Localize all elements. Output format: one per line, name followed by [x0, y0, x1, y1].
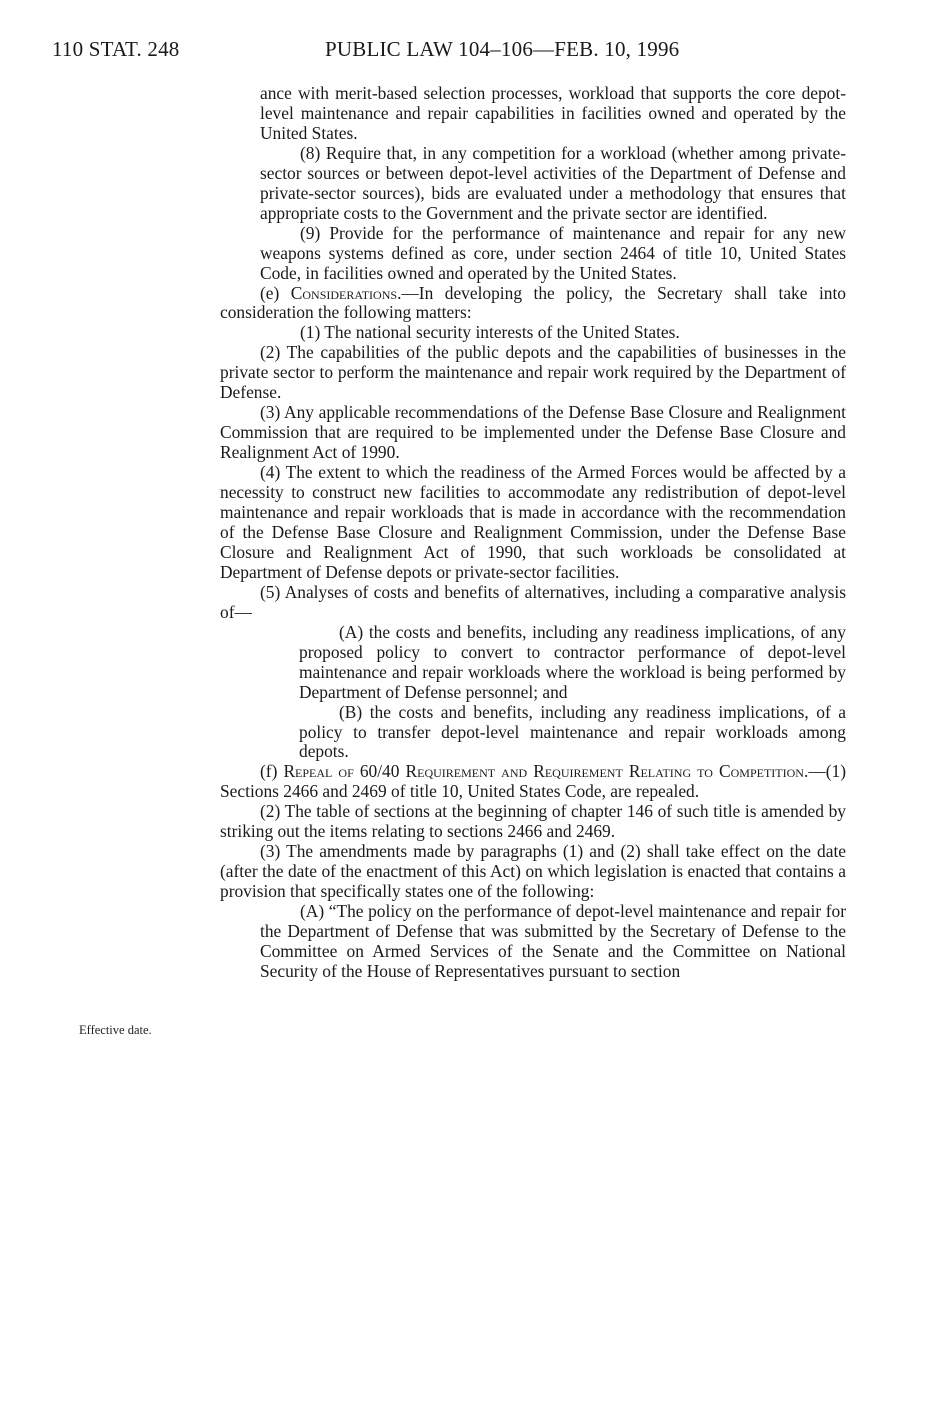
paragraph-e4: (4) The extent to which the readiness of the Armed Forces would be affected by a necessity to construct new facilities to accommodate any redistribution of depot-level maintenance and repair workloads that is made in accordance with the recommendation of the Defense Base Closure and Realignment Commission, under the Defense Base Closure and Realignment Act of 1990, that such workloads be consolidated at Department of Defense depots or private-sector facilities. — [220, 462, 846, 582]
public-law-title: PUBLIC LAW 104–106—FEB. 10, 1996 — [325, 37, 680, 61]
paragraph-f2: (2) The table of sections at the beginning of chapter 146 of such title is amended by striking out the items relating to sections 2466 and 2469. — [220, 801, 846, 842]
subsection-e — [220, 284, 846, 324]
margin-note-effective-date: Effective date. — [79, 1023, 152, 1037]
body-text — [220, 84, 846, 982]
subsection-e-prefix: (e) — [260, 282, 291, 303]
subsection-e-heading: Considerations — [290, 282, 398, 303]
paragraph-e5a: (A) the costs and benefits, including any readiness implications, of any proposed policy to convert to contractor performance of depot-level maintenance and repair workloads where the workload is being performed by Department of Defense personnel; and — [299, 621, 846, 702]
paragraph-e5b: (B) the costs and benefits, including any readiness implications, of a policy to transfer depot-level maintenance and repair workloads among depots. — [299, 701, 846, 762]
page-header — [52, 36, 752, 62]
paragraph-d8: (8) Require that, in any competition for a workload (whether among private-sector sources or between depot-level activities of the Department of Defense and private-sector sources), bids are evaluated under a methodology that ensures that appropriate costs to the Government and the private sector are identified. — [260, 142, 846, 223]
paragraph-e5: (5) Analyses of costs and benefits of alternatives, including a comparative analysis of— — [220, 581, 846, 622]
paragraph-continuation: ance with merit-based selection processes, workload that supports the core depot-level maintenance and repair capabilities in facilities owned and operated by the United States. — [260, 83, 846, 143]
paragraph-f3: (3) The amendments made by paragraphs (1) and (2) shall take effect on the date (after the date of the enactment of this Act) on which legislation is enacted that contains a provision that specifically states one of the following: — [220, 841, 846, 902]
subsection-f — [220, 762, 846, 802]
paragraph-e2: (2) The capabilities of the public depots and the capabilities of businesses in the private sector to perform the maintenance and repair work required by the Department of Defense. — [220, 342, 846, 403]
paragraph-d9: (9) Provide for the performance of maintenance and repair for any new weapons systems defined as core, under section 2464 of title 10, United States Code, in facilities owned and operated by the United States. — [260, 222, 846, 283]
statute-page-number: 110 STAT. 248 — [52, 37, 180, 61]
subsection-f-text: .—(1) Sections 2466 and 2469 of title 10, United States Code, are repealed. — [220, 761, 846, 802]
paragraph-e1: (1) The national security interests of the United States. — [300, 322, 680, 343]
paragraph-f3a: (A) “The policy on the performance of depot-level maintenance and repair for the Department of Defense that was submitted by the Secretary of Defense to the Committee on Armed Services of the Senate and the Committee on National Security of the House of Representatives pursuant to section — [260, 901, 846, 981]
subsection-e-text: .—In developing the policy, the Secretary shall take into consideration the following matters: — [220, 282, 846, 323]
subsection-f-prefix: (f) — [260, 761, 284, 782]
paragraph-e3: (3) Any applicable recommendations of the Defense Base Closure and Realignment Commission that are required to be implemented under the Defense Base Closure and Realignment Act of 1990. — [220, 402, 846, 463]
subsection-f-heading: Repeal of 60/40 Requirement and Requirement Relating to Competition — [283, 761, 804, 782]
